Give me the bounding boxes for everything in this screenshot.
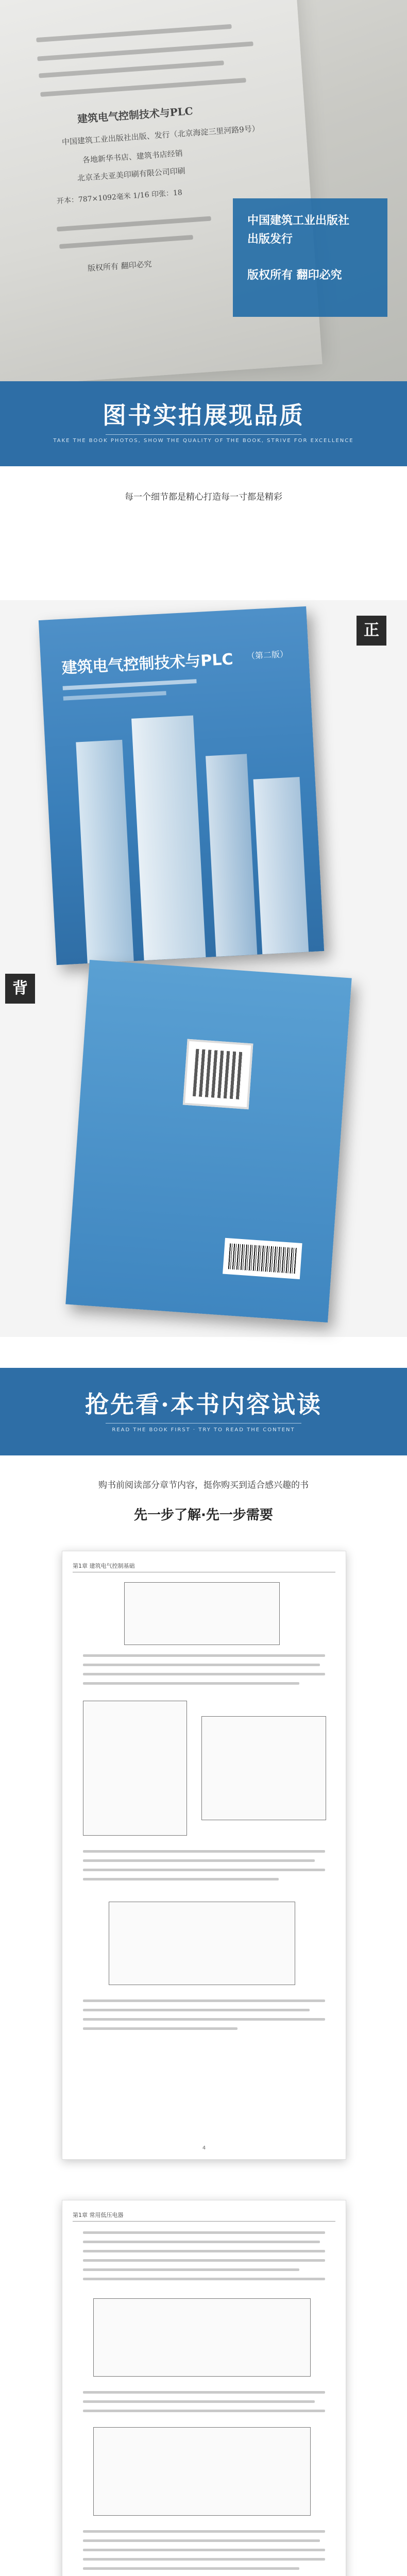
front-label: 正 — [357, 616, 386, 646]
showcase-subtitle: TAKE THE BOOK PHOTOS, SHOW THE QUALITY OF THE BOOK, STRIVE FOR EXCELLENCE — [53, 438, 354, 444]
preview-title: 抢先看·本书内容试读 — [84, 1391, 322, 1418]
barcode-icon — [223, 1238, 302, 1279]
book-back-cover — [65, 960, 351, 1323]
cover-book-title: 建筑电气控制技术与PLC — [61, 650, 234, 677]
sample-page-header: 第1章 常用低压电器 — [73, 2211, 335, 2222]
sample-page — [62, 1551, 346, 2160]
format-line: 开本：787×1092毫米 1/16 印张：18 — [56, 188, 183, 206]
building-illustration — [206, 754, 257, 957]
preview-slogan: 先一步了解·先一步需要 — [134, 1507, 273, 1523]
publisher-stamp-panel — [233, 198, 387, 317]
publisher-line: 中国建筑工业出版社出版、发行（北京海淀三里河路9号） — [61, 124, 260, 147]
sample-page — [62, 2200, 346, 2576]
page-number: 4 — [202, 2145, 206, 2151]
qr-code-icon — [183, 1039, 253, 1110]
book-front-cover — [39, 606, 324, 965]
rights-line: 版权所有 翻印必究 — [87, 259, 152, 273]
preview-tagline: 购书前阅读部分章节内容，挺你购买到适合感兴趣的书 — [98, 1480, 309, 1490]
diagram-figure — [201, 1716, 326, 1820]
diagram-figure — [83, 1701, 187, 1836]
printer-line: 北京圣夫亚美印刷有限公司印刷 — [77, 166, 186, 183]
sample-page-header: 第1章 建筑电气控制基础 — [73, 1562, 335, 1572]
distributor-line: 各地新华书店、建筑书店经销 — [82, 148, 183, 165]
book-title-line: 建筑电气控制技术与PLC — [77, 105, 194, 125]
stamp-rights: 版权所有 翻印必究 — [247, 269, 342, 282]
diagram-figure — [93, 2298, 311, 2377]
back-label: 背 — [5, 974, 35, 1004]
building-illustration — [131, 716, 206, 961]
cover-edition: （第二版） — [246, 649, 289, 661]
copyright-page-photo — [0, 0, 407, 381]
cover-author-line — [63, 691, 166, 700]
showcase-title: 图书实拍展现品质 — [103, 401, 304, 429]
preview-subtitle: READ THE BOOK FIRST · TRY TO READ THE CONTENT — [112, 1427, 295, 1433]
stamp-publisher: 中国建筑工业出版社 — [247, 214, 350, 227]
building-illustration — [253, 777, 309, 954]
cover-subtitle-line — [63, 679, 197, 690]
diagram-figure — [93, 2427, 311, 2516]
building-illustration — [76, 740, 133, 963]
showcase-tagline: 每一个细节都是精心打造每一寸都是精彩 — [125, 492, 282, 502]
stamp-distribution: 出版发行 — [247, 233, 293, 246]
header-rule — [106, 434, 301, 435]
diagram-figure — [124, 1582, 280, 1645]
diagram-figure — [109, 1902, 295, 1985]
